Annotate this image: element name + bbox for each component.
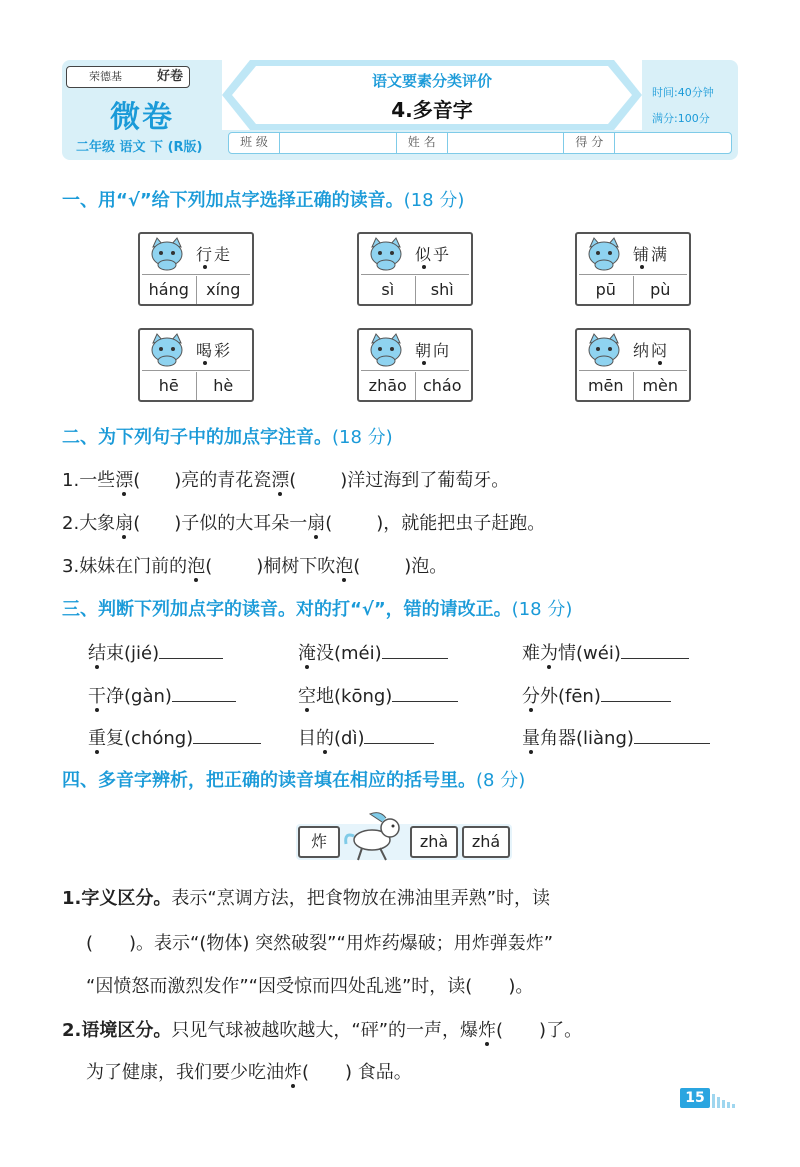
card-word: 铺满: [633, 245, 670, 264]
dotted-char: 漂: [271, 470, 290, 491]
section4-title-text: 四、多音字辨析，把正确的读音填在相应的括号里。: [62, 770, 476, 791]
subtitle: 语文要素分类评价: [371, 72, 492, 90]
judge-item: 难为情(wéi): [522, 639, 689, 665]
cat-icon: [367, 237, 405, 271]
card-word: 喝彩: [196, 341, 233, 360]
s4-q2-line2: 为了健康，我们要少吃油炸( ) 食品。: [86, 1062, 412, 1083]
pinyin-option[interactable]: mèn: [633, 372, 688, 400]
dotted-char: 扇: [307, 513, 326, 534]
card-word: 纳闷: [633, 341, 670, 360]
section1-title-text: 一、用“√”给下列加点字选择正确的读音。: [62, 190, 404, 211]
weijuan-title: 微卷: [110, 100, 174, 135]
pinyin-option[interactable]: xíng: [196, 276, 251, 304]
cat-icon: [148, 237, 186, 271]
reading-zha2-box: zhá: [462, 826, 510, 858]
card-word: 朝向: [415, 341, 452, 360]
section2-title: [62, 423, 393, 449]
score-field[interactable]: [614, 133, 731, 153]
correction-blank[interactable]: [601, 701, 671, 702]
judge-item: 分外(fēn): [522, 682, 671, 708]
correction-blank[interactable]: [621, 658, 689, 659]
cat-icon: [585, 333, 623, 367]
cat-icon: [367, 333, 405, 367]
judge-item: 重复(chóng): [88, 724, 261, 750]
judge-item: 空地(kōng): [298, 682, 458, 708]
section3-title: [62, 595, 572, 621]
worksheet-header: [62, 60, 738, 160]
correction-blank[interactable]: [193, 743, 261, 744]
name-field[interactable]: [447, 133, 565, 153]
section3-title-text: 三、判断下列加点字的读音。对的打“√”，错的请改正。: [62, 599, 512, 620]
card-word: 似乎: [415, 245, 452, 264]
pinyin-card: [357, 232, 473, 306]
zha-char-box: 炸: [298, 826, 340, 858]
pinyin-option[interactable]: pù: [633, 276, 688, 304]
page-number: 15: [680, 1088, 710, 1108]
pinyin-option[interactable]: cháo: [415, 372, 470, 400]
section4-title: [62, 766, 525, 792]
dotted-char: 炸: [478, 1020, 497, 1041]
section2-title-text: 二、为下列句子中的加点字注音。: [62, 427, 332, 448]
s4-q2-line1: 2.语境区分。只见气球被越吹越大，“砰”的一声，爆炸( )了。: [62, 1020, 583, 1041]
pinyin-card: [138, 232, 254, 306]
class-label: 班 级: [240, 135, 268, 149]
s2-question-1: 1.一些漂( )亮的青花瓷漂( )洋过海到了葡萄牙。: [62, 470, 510, 491]
pinyin-option[interactable]: hè: [196, 372, 251, 400]
pony-illustration: [340, 806, 408, 862]
reading-zha4-box: zhà: [410, 826, 458, 858]
correction-blank[interactable]: [159, 658, 223, 659]
pinyin-option[interactable]: pū: [595, 280, 616, 299]
judge-item: 淹没(méi): [298, 639, 448, 665]
s2-question-2: 2.大象扇( )子似的大耳朵一扇( )，就能把虫子赶跑。: [62, 513, 546, 534]
page-decoration-bars: [712, 1094, 735, 1108]
card-word: 行走: [196, 245, 233, 264]
pinyin-option[interactable]: mēn: [587, 376, 624, 395]
section3-points: (18 分): [511, 599, 573, 620]
section2-points: (18 分): [332, 427, 393, 448]
class-field[interactable]: [279, 133, 397, 153]
brand-logo: [66, 66, 190, 88]
s4-q1-line3: “因愤怒而激烈发作”“因受惊而四处乱逃”时，读( )。: [86, 976, 534, 997]
s4-q1-line2: ( )。表示“(物体) 突然破裂”“用炸药爆破；用炸弹轰炸”: [86, 933, 554, 954]
judge-item: 目的(dì): [298, 724, 434, 750]
pinyin-option[interactable]: shì: [415, 276, 470, 304]
pinyin-card: [357, 328, 473, 402]
grade-label: 二年级 语文 下 (R版): [76, 140, 203, 155]
correction-blank[interactable]: [392, 701, 458, 702]
time-limit: 时间:40分钟: [652, 86, 714, 99]
cat-icon: [148, 333, 186, 367]
judge-item: 量角器(liàng): [522, 724, 710, 750]
dotted-char: 泡: [187, 556, 206, 577]
section1-points: (18 分): [403, 190, 465, 211]
page-title: 4.多音字: [391, 98, 473, 122]
judge-item: 结束(jié): [88, 639, 223, 665]
q2-label: 2.语境区分。: [62, 1020, 172, 1041]
brand-name: 荣德基: [89, 70, 122, 83]
cat-icon: [585, 237, 623, 271]
correction-blank[interactable]: [364, 743, 434, 744]
correction-blank[interactable]: [382, 658, 448, 659]
q1-label: 1.字义区分。: [62, 888, 172, 909]
pinyin-option[interactable]: hē: [158, 376, 179, 395]
student-info-bar: [228, 132, 732, 154]
section4-points: (8 分): [476, 770, 526, 791]
pinyin-option[interactable]: sì: [381, 280, 395, 299]
full-score: 满分:100分: [652, 112, 710, 125]
pinyin-card: [138, 328, 254, 402]
pinyin-card: [575, 232, 691, 306]
score-label: 得 分: [575, 135, 604, 149]
s4-q1-line1: 1.字义区分。表示“烹调方法，把食物放在沸油里弄熟”时，读: [62, 888, 551, 909]
correction-blank[interactable]: [172, 701, 236, 702]
judge-item: 干净(gàn): [88, 682, 236, 708]
pinyin-option[interactable]: háng: [148, 280, 189, 299]
header-left-panel: [62, 60, 222, 160]
name-label: 姓 名: [407, 135, 436, 149]
section1-title: [62, 186, 464, 212]
brand-hao: 好卷: [156, 69, 183, 84]
correction-blank[interactable]: [634, 743, 710, 744]
pinyin-option[interactable]: zhāo: [368, 376, 407, 395]
s2-question-3: 3.妹妹在门前的泡( )桐树下吹泡( )泡。: [62, 556, 448, 577]
pinyin-card: [575, 328, 691, 402]
dotted-char: 漂: [115, 470, 134, 491]
dotted-char: 泡: [335, 556, 354, 577]
dotted-char: 炸: [284, 1062, 302, 1083]
dotted-char: 扇: [115, 513, 134, 534]
